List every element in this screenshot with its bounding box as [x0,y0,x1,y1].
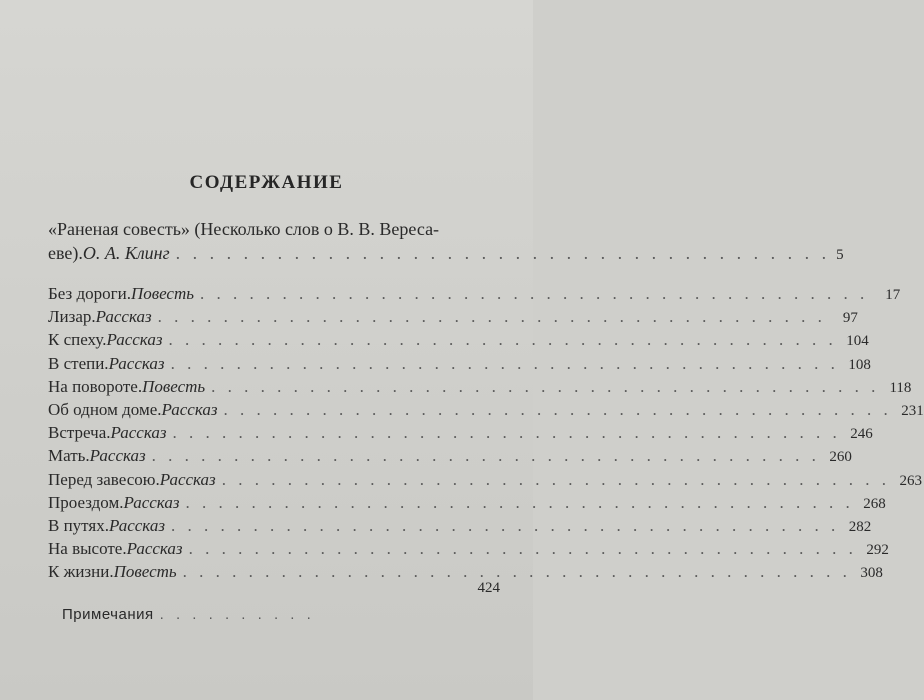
intro-line-2 [48,241,844,267]
entry-genre: Рассказ [161,400,218,419]
entry-page-number: 308 [860,565,883,582]
entry-page-number: 268 [863,495,886,512]
entry-page-number: 17 [885,287,901,303]
entry-title: Проездом. [48,492,124,512]
contents-entry [48,400,924,422]
dot-leader: . . . . . . . . . . . . . . . . . . . . . . . . . . . . . . . . . . . . . . . . . [172,423,841,443]
entry-genre: Рассказ [108,353,165,373]
entry-page-number: 97 [842,310,858,327]
entry-title: К спеху. [48,330,107,350]
contents-entry [48,539,889,561]
entry-genre: Рассказ [159,469,216,489]
entry-genre: Рассказ [89,446,146,466]
dot-leader: . . . . . . . . . . . . . . . . . . . . . . . . . . . . . . . . . . . . . . . . . [170,516,840,535]
dot-leader: . . . . . . . . . . . . . . . . . . . . . . . . . . . . . . . . . . . . . . . . . [221,469,890,489]
dot-leader: . . . . . . . . . . . . . . . . . . . . . . . . . . . . . . . . . . . . . . . . . [188,539,857,559]
entry-page-number: 263 [899,472,922,489]
dot-leader: . . . . . . . . . . [159,606,315,623]
page-number: 424 [477,580,500,596]
intro-page-number: 5 [836,247,844,263]
contents-entry [48,330,869,352]
entry-genre: Повесть [142,376,206,396]
entry-page-number: 118 [889,379,912,396]
intro-author: О. А. Клинг [82,243,170,263]
intro-entry [48,217,844,267]
entry-page-number: 292 [866,542,889,559]
extra-page-number-row [48,580,500,602]
entry-title: Мать. [48,446,90,466]
entry-title: Без дороги. [48,284,131,303]
contents-entry [48,284,901,306]
entry-genre: Рассказ [126,539,183,559]
notes-label: Примечания [62,606,154,623]
entry-genre: Повесть [130,284,194,303]
entry-page-number: 108 [848,356,871,373]
entry-title: В степи. [48,353,109,373]
entry-title: Встреча. [48,423,111,443]
entry-title: Перед завесою. [48,469,160,489]
entry-title: К жизни. [48,562,114,582]
entry-page-number: 231 [901,403,924,419]
dot-leader: . . . . . . . . . . . . . . . . . . . . . . . . . . . . . . . . . . . . . . . . . [170,353,839,373]
dot-leader: . . . . . . . . . . . . . . . . . . . . . . . . . . . . . . . . . . . . . . . . . [168,330,837,350]
entry-genre: Рассказ [110,423,167,443]
entry-genre: Повесть [113,562,177,582]
entry-genre: Рассказ [108,516,165,535]
contents-entry [48,307,858,329]
entry-title: Лизар. [48,307,96,327]
entry-page-number: 282 [848,519,872,535]
contents-entry [48,516,872,538]
entry-genre: Рассказ [123,492,180,512]
contents-entry [48,492,886,515]
intro-line-2-text: еве). [48,243,83,263]
entry-page-number: 260 [829,449,852,466]
entry-title: На повороте. [48,376,143,396]
entry-genre: Рассказ [95,307,152,327]
entry-page-number: 246 [850,426,873,443]
entry-genre: Рассказ [106,330,163,350]
entry-title: В путях. [48,516,109,535]
entry-title: Об одном доме. [48,400,162,419]
dot-leader: . . . . . . . . . . . . . . . . . . . . . . . . . . . . . . . . . . . . . . . . . [151,446,820,466]
contents-entry [48,446,852,468]
contents-entry [48,376,912,399]
dot-leader: . . . . . . . . . . . . . . . . . . . . . . . . . . . . . . . . . . . . . . . . . [182,562,851,582]
contents-entry [48,423,873,445]
contents-entry [48,353,871,376]
entry-page-number: 104 [846,333,869,350]
dot-leader: . . . . . . . . . . . . . . . . . . . . . . . . . . . . . . . . . . . . . . . . . [157,307,826,327]
contents-heading: СОДЕРЖАНИЕ [189,172,344,193]
dot-leader: . . . . . . . . . . . . . . . . . . . . . . . . . . . . . . . . . . . . . . . . . [223,400,892,419]
notes-entry [62,606,315,623]
dot-leader: . . . . . . . . . . . . . . . . . . . . . . . . . . . . . . . . . . . . . . . . . [211,376,880,396]
intro-line-1: «Раненая совесть» (Несколько слов о В. В. Вереса- [48,219,440,239]
contents-entry [48,469,922,492]
dot-leader: . . . . . . . . . . . . . . . . . . . . . . . . . . . . . . . . . . . . . . . [175,243,831,263]
dot-leader: . . . . . . . . . . . . . . . . . . . . . . . . . . . . . . . . . . . . . . . . . [185,492,854,512]
entry-title: На высоте. [48,539,127,559]
dot-leader: . . . . . . . . . . . . . . . . . . . . . . . . . . . . . . . . . . . . . . . . . [200,284,869,303]
